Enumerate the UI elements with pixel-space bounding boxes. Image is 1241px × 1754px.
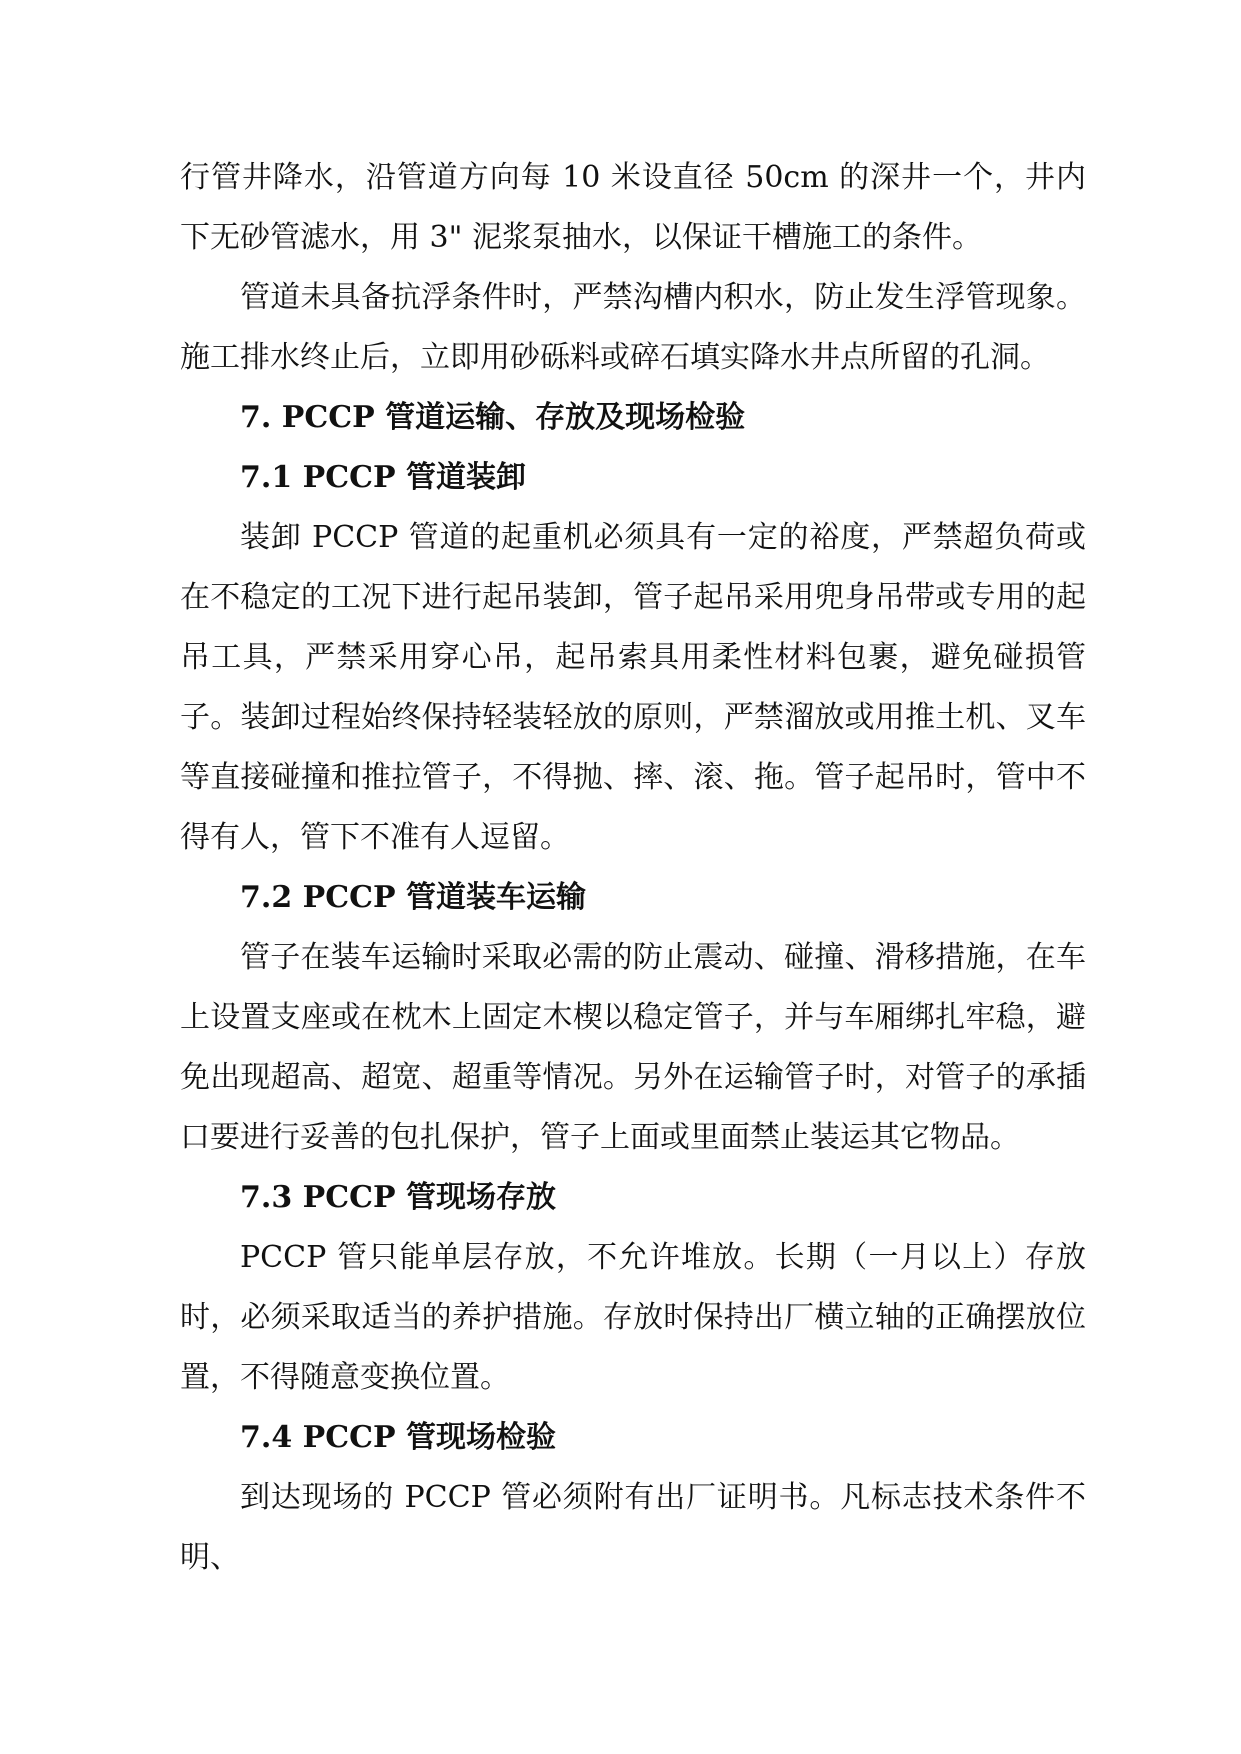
- paragraph-anti-floating: 管道未具备抗浮条件时，严禁沟槽内积水，防止发生浮管现象。施工排水终止后，立即用砂砾料或碎石填实降水井点所留的孔洞。: [180, 280, 1086, 375]
- paragraph-inspection: 到达现场的 PCCP 管必须附有出厂证明书。凡标志技术条件不明、: [180, 1480, 1086, 1575]
- paragraph-storage: PCCP 管只能单层存放，不允许堆放。长期（一月以上）存放时，必须采取适当的养护措施。存放时保持出厂横立轴的正确摆放位置，不得随意变换位置。: [180, 1240, 1086, 1395]
- paragraph-dewatering-wells: 行管井降水，沿管道方向每 10 米设直径 50cm 的深井一个，井内下无砂管滤水，用 3" 泥浆泵抽水，以保证干槽施工的条件。: [180, 160, 1086, 255]
- section-heading-7: 7. PCCP 管道运输、存放及现场检验: [240, 400, 746, 435]
- section-heading-7-4: 7.4 PCCP 管现场检验: [240, 1420, 556, 1455]
- paragraph-loading-unloading: 装卸 PCCP 管道的起重机必须具有一定的裕度，严禁超负荷或在不稳定的工况下进行起吊装卸，管子起吊采用兜身吊带或专用的起吊工具，严禁采用穿心吊，起吊索具用柔性材料包裹，避免碰损管子。装卸过程始终保持轻装轻放的原则，严禁溜放或用推土机、叉车等直接碰撞和推拉管子，不得抛、摔、滚、拖。管子起吊时，管中不得有人，管下不准有人逗留。: [180, 520, 1086, 855]
- document-body: [180, 148, 1086, 1588]
- section-heading-7-2: 7.2 PCCP 管道装车运输: [240, 880, 586, 915]
- section-heading-7-3: 7.3 PCCP 管现场存放: [240, 1180, 556, 1215]
- paragraph-transport: 管子在装车运输时采取必需的防止震动、碰撞、滑移措施，在车上设置支座或在枕木上固定木楔以稳定管子，并与车厢绑扎牢稳，避免出现超高、超宽、超重等情况。另外在运输管子时，对管子的承插口要进行妥善的包扎保护，管子上面或里面禁止装运其它物品。: [180, 940, 1086, 1155]
- section-heading-7-1: 7.1 PCCP 管道装卸: [240, 460, 526, 495]
